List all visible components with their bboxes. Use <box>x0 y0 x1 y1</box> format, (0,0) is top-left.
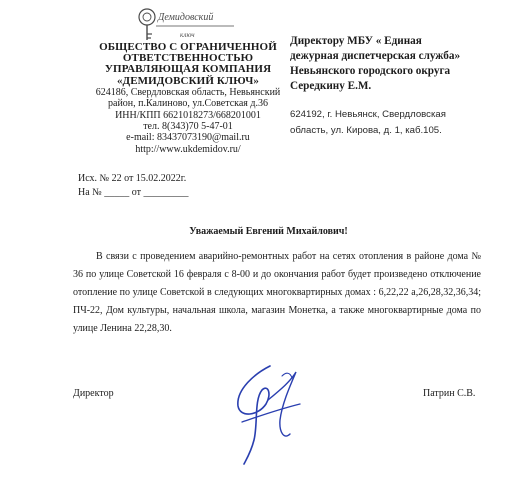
recipient-address-line: область, ул. Кирова, д. 1, каб.105. <box>290 125 442 136</box>
recipient-address-line: 624192, г. Невьянск, Свердловская <box>290 109 446 120</box>
sender-address-line: район, п.Калиново, ул.Советская д.36 <box>108 98 268 110</box>
recipient-name-line: дежурная диспетчерская служба» <box>290 50 461 62</box>
letter-body: В связи с проведением аварийно-ремонтных работ на сетях отопления в районе дома № 36 по улице Советской 16 февраля с 8-00 и до окончания работ будет произведено отключение отопление по улице Советской в следующих многоквартирных домах : 6,22,22 а,26,28,32,36,34; ПЧ-22, Дом культуры, начальная школа, магазин Монетка, а также многоквартирные дома по улице Ленина 22,28,30. <box>73 251 481 334</box>
sender-org-line: «ДЕМИДОВСКИЙ КЛЮЧ» <box>116 74 260 87</box>
sender-org-line: ОБЩЕСТВО С ОГРАНИЧЕННОЙ <box>99 41 277 53</box>
sender-org-line: УПРАВЛЯЮЩАЯ КОМПАНИЯ <box>104 63 272 76</box>
recipient-block <box>290 34 510 139</box>
signer-name: Патрин С.В. <box>423 388 476 399</box>
logo-name: Демидовский <box>158 12 214 23</box>
sender-website: http://www.ukdemidov.ru/ <box>135 143 241 155</box>
salutation: Уважаемый Евгений Михайлович! <box>189 226 348 237</box>
recipient-address <box>290 107 510 139</box>
recipient-name-line: Невьянского городского округа <box>290 65 451 77</box>
outgoing-number: Исх. № 22 от 15.02.2022г. <box>78 173 187 184</box>
incoming-number: На № _____ от _________ <box>78 187 189 198</box>
signer-position: Директор <box>73 388 114 399</box>
sender-org-line: ОТВЕТСТВЕННОСТЬЮ <box>122 52 254 65</box>
sender-email: e-mail: 83437073190@mail.ru <box>126 132 250 144</box>
sender-address-line: 624186, Свердловская область, Невьянский <box>95 86 281 98</box>
recipient-name-line: Середкину Е.М. <box>290 80 372 92</box>
company-logo <box>136 4 236 44</box>
handwritten-signature <box>224 360 314 470</box>
reference-block <box>78 172 188 200</box>
sender-block <box>88 42 288 155</box>
logo-subtitle: ключ <box>180 31 195 39</box>
recipient-name-line: Директору МБУ « Единая <box>290 35 422 47</box>
sender-tax-id: ИНН/КПП 6621018273/668201001 <box>115 109 261 121</box>
sender-phone: тел. 8(343)70 5-47-01 <box>143 121 233 133</box>
